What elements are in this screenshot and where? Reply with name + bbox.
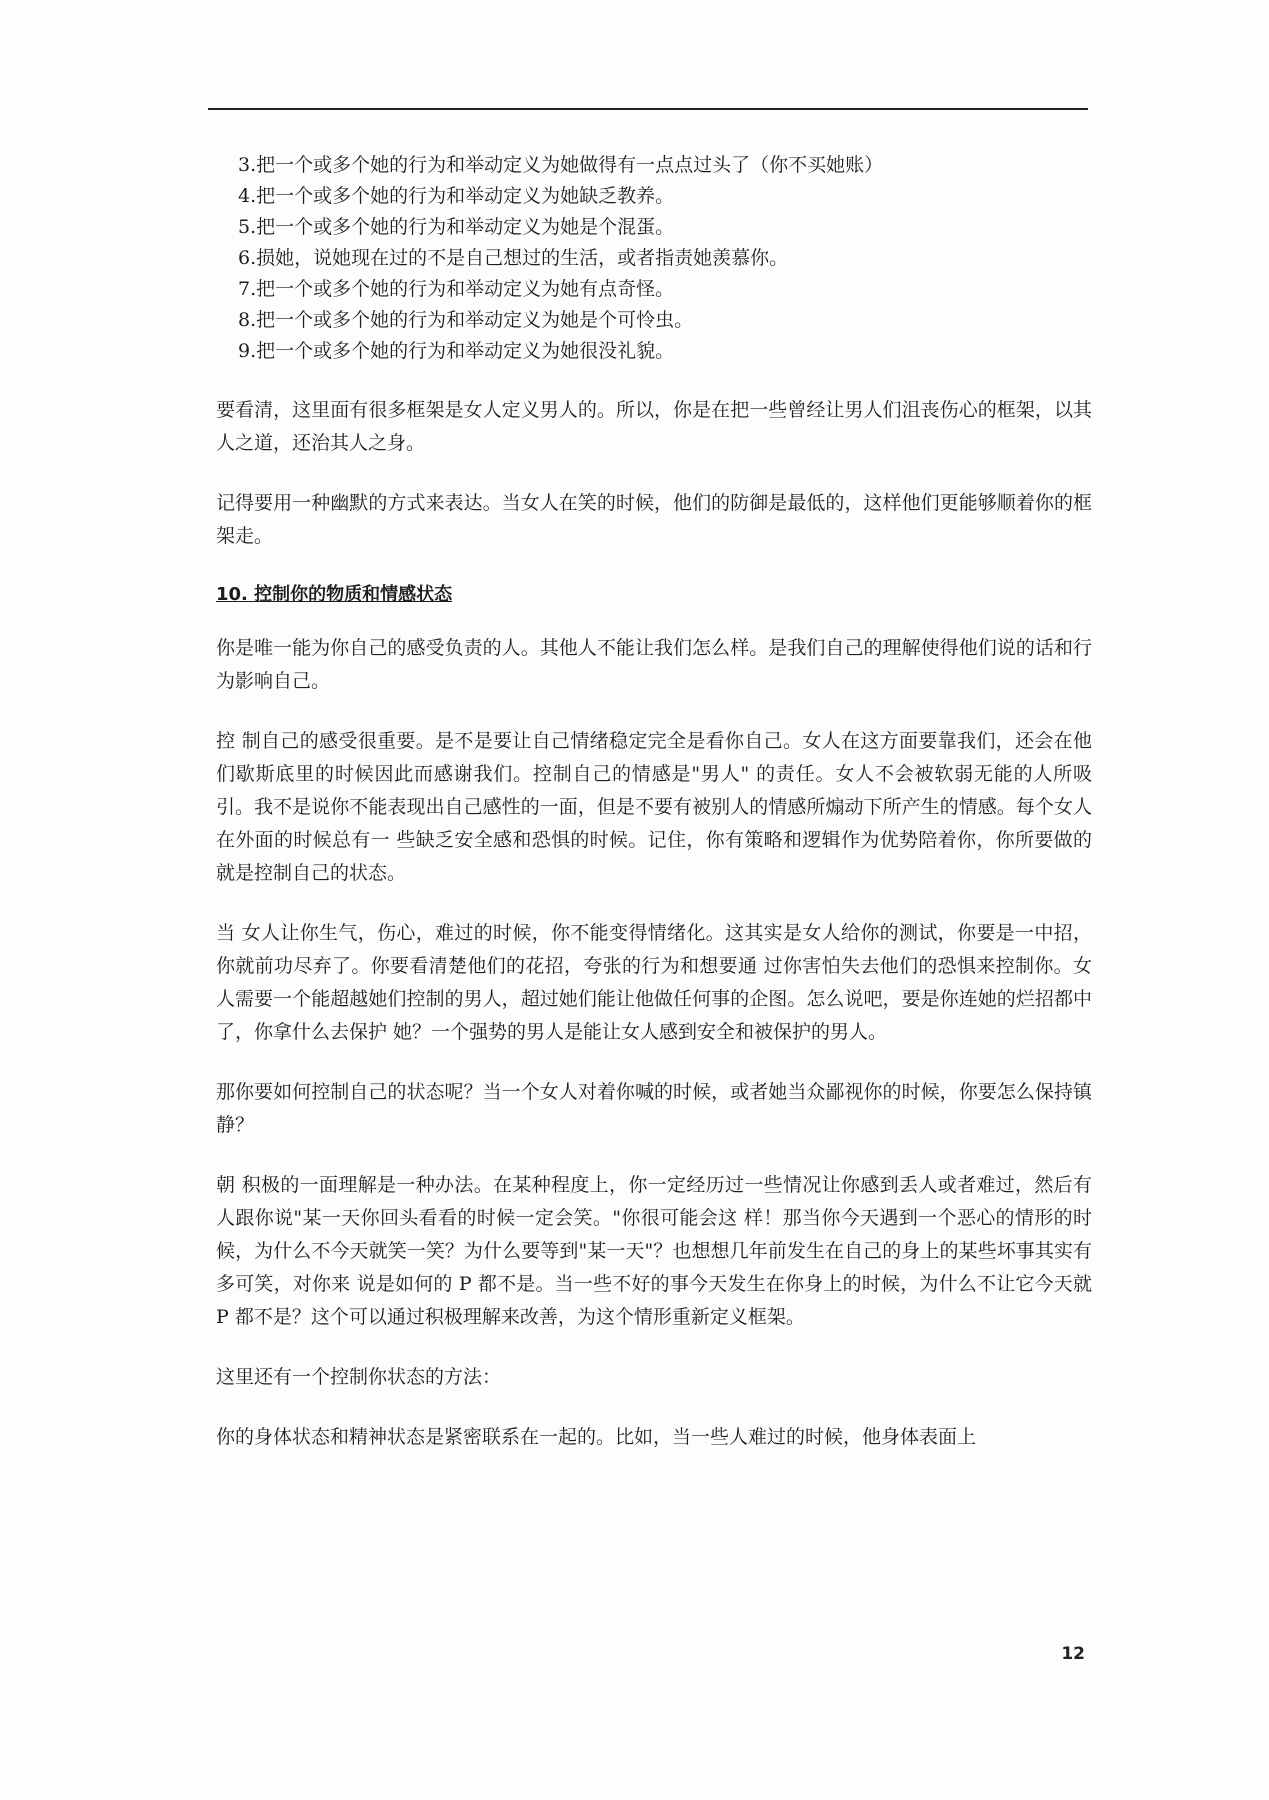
list-item: 3.把一个或多个她的行为和举动定义为她做得有一点点过头了（你不买她账） bbox=[238, 154, 884, 176]
list-item: 4.把一个或多个她的行为和举动定义为她缺乏教养。 bbox=[238, 185, 675, 207]
list-item: 5.把一个或多个她的行为和举动定义为她是个混蛋。 bbox=[238, 216, 675, 238]
paragraph-question: 那你要如何控制自己的状态呢？当一个女人对着你喊的时候，或者她当众鄙视你的时候，你要怎么保持镇静？ bbox=[216, 1081, 1092, 1136]
numbered-list bbox=[238, 150, 1092, 367]
paragraph-positive-reframe: 朝 积极的一面理解是一种办法。在某种程度上，你一定经历过一些情况让你感到丢人或者难过，然后有人跟你说"某一天你回头看看的时候一定会笑。"你很可能会这 样！那当你今天遇到一个恶心的情形的时候，为什么不今天就笑一笑？为什么要等到"某一天"？也想想几年前发生在自己的身上的某些坏事其实有多可笑，对你来 说是如何的 P 都不是。当一些不好的事今天发生在你身上的时候，为什么不让它今天就 P 都不是？这个可以通过积极理解来改善，为这个情形重新定义框架。 bbox=[216, 1174, 1092, 1328]
page-body bbox=[216, 150, 1092, 1454]
header-rule bbox=[208, 108, 1088, 110]
list-item: 9.把一个或多个她的行为和举动定义为她很没礼貌。 bbox=[238, 340, 675, 362]
list-item: 7.把一个或多个她的行为和举动定义为她有点奇怪。 bbox=[238, 278, 675, 300]
list-item: 6.损她，说她现在过的不是自己想过的生活，或者指责她羡慕你。 bbox=[238, 247, 789, 269]
paragraph-body-state: 你的身体状态和精神状态是紧密联系在一起的。比如，当一些人难过的时候，他身体表面上 bbox=[216, 1426, 977, 1448]
page-number: 12 bbox=[1061, 1644, 1085, 1664]
paragraph-another-method: 这里还有一个控制你状态的方法： bbox=[216, 1366, 502, 1388]
paragraph-control-feelings: 控 制自己的感受很重要。是不是要让自己情绪稳定完全是看你自己。女人在这方面要靠我们，还会在他们歇斯底里的时候因此而感谢我们。控制自己的情感是"男人" 的责任。女人不会被软弱无能的人所吸引。我不是说你不能表现出自己感性的一面，但是不要有被别人的情感所煽动下所产生的情感。每个女人在外面的时候总有一 些缺乏安全感和恐惧的时候。记住，你有策略和逻辑作为优势陪着你，你所要做的就是控制自己的状态。 bbox=[216, 730, 1092, 884]
paragraph-frames-note: 要看清，这里面有很多框架是女人定义男人的。所以，你是在把一些曾经让男人们沮丧伤心的框架，以其人之道，还治其人之身。 bbox=[216, 399, 1092, 454]
list-item: 8.把一个或多个她的行为和举动定义为她是个可怜虫。 bbox=[238, 309, 694, 331]
paragraph-responsibility: 你是唯一能为你自己的感受负责的人。其他人不能让我们怎么样。是我们自己的理解使得他们说的话和行为影响自己。 bbox=[216, 637, 1092, 692]
paragraph-humor: 记得要用一种幽默的方式来表达。当女人在笑的时候，他们的防御是最低的，这样他们更能够顺着你的框架走。 bbox=[216, 492, 1092, 547]
section-heading: 10. 控制你的物质和情感状态 bbox=[216, 584, 453, 605]
paragraph-emotional-test: 当 女人让你生气，伤心，难过的时候，你不能变得情绪化。这其实是女人给你的测试，你要是一中招，你就前功尽弃了。你要看清楚他们的花招，夸张的行为和想要通 过你害怕失去他们的恐惧来控制你。女人需要一个能超越她们控制的男人，超过她们能让他做任何事的企图。怎么说吧，要是你连她的烂招都中了，你拿什么去保护 她？一个强势的男人是能让女人感到安全和被保护的男人。 bbox=[216, 922, 1092, 1043]
